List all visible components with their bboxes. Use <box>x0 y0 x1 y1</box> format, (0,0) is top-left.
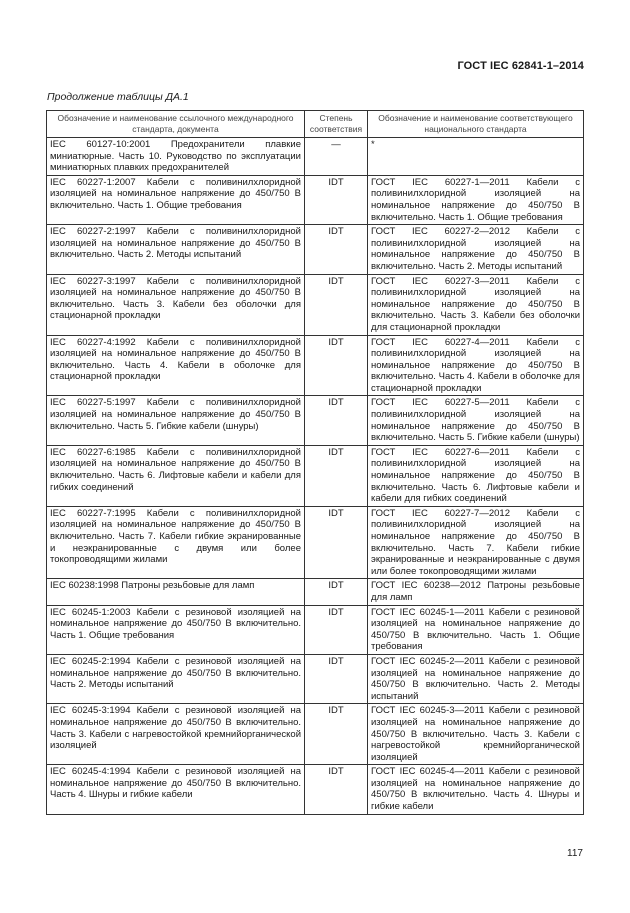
national-standard-cell: ГОСТ IEC 60227-1—2011 Кабели с поливинилхлоридной изоляцией на номинальное напряжение до 450/750 В включительно. Часть 1. Общие требования <box>368 175 584 224</box>
table-row <box>47 765 584 814</box>
national-standard-cell: ГОСТ IEC 60245-4—2011 Кабели с резиновой изоляцией на номинальное напряжение до 450/750 В включительно. Часть 4. Шнуры и гибкие кабели <box>368 765 584 814</box>
national-standard-cell: ГОСТ IEC 60227-2—2012 Кабели с поливинилхлоридной изоляцией на номинальное напряжение до 450/750 В включительно. Часть 2. Методы испытаний <box>368 225 584 274</box>
national-standard-cell: * <box>368 138 584 176</box>
degree-cell: IDT <box>305 506 368 579</box>
table-row <box>47 654 584 703</box>
international-standard-cell: IEC 60227-6:1985 Кабели с поливинилхлоридной изоляцией на номинальное напряжение до 450/750 В включительно. Часть 6. Лифтовые кабели и кабели для гибких соединений <box>47 445 305 506</box>
national-standard-cell: ГОСТ IEC 60227-6—2011 Кабели с поливинилхлоридной изоляцией на номинальное напряжение до 450/750 В включительно. Часть 6. Лифтовые кабели и кабели для гибких соединений <box>368 445 584 506</box>
international-standard-cell: IEC 60227-3:1997 Кабели с поливинилхлоридной изоляцией на номинальное напряжение до 450/750 В включительно. Часть 3. Кабели без оболочки для стационарной прокладки <box>47 274 305 335</box>
degree-cell: IDT <box>305 605 368 654</box>
national-standard-cell: ГОСТ IEC 60238—2012 Патроны резьбовые для ламп <box>368 579 584 605</box>
international-standard-cell: IEC 60227-4:1992 Кабели с поливинилхлоридной изоляцией на номинальное напряжение до 450/750 В включительно. Часть 4. Кабели в оболочке для стационарной прокладки <box>47 335 305 396</box>
table-row <box>47 704 584 765</box>
table-row <box>47 335 584 396</box>
table-row <box>47 605 584 654</box>
table-row <box>47 225 584 274</box>
national-standard-cell: ГОСТ IEC 60245-1—2011 Кабели с резиновой изоляцией на номинальное напряжение до 450/750 В включительно. Часть 1. Общие требования <box>368 605 584 654</box>
table-row <box>47 138 584 176</box>
table-row <box>47 396 584 445</box>
international-standard-cell: IEC 60245-2:1994 Кабели с резиновой изоляцией на номинальное напряжение до 450/750 В включительно. Часть 2. Методы испытаний <box>47 654 305 703</box>
degree-cell: IDT <box>305 396 368 445</box>
degree-cell: IDT <box>305 765 368 814</box>
degree-cell: IDT <box>305 175 368 224</box>
international-standard-cell: IEC 60227-7:1995 Кабели с поливинилхлоридной изоляцией на номинальное напряжение до 450/750 В включительно. Часть 7. Кабели гибкие экранированные и неэкранированные с двумя или более токопроводящими жилами <box>47 506 305 579</box>
national-standard-cell: ГОСТ IEC 60245-3—2011 Кабели с резиновой изоляцией на номинальное напряжение до 450/750 В включительно. Часть 3. Кабели с нагревостойкой кремнийорганической изоляцией <box>368 704 584 765</box>
degree-cell: IDT <box>305 704 368 765</box>
international-standard-cell: IEC 60245-1:2003 Кабели с резиновой изоляцией на номинальное напряжение до 450/750 В включительно. Часть 1. Общие требования <box>47 605 305 654</box>
international-standard-cell: IEC 60127-10:2001 Предохранители плавкие миниатюрные. Часть 10. Руководство по эксплуатации миниатюрных плавких предохранителей <box>47 138 305 176</box>
international-standard-cell: IEC 60227-2:1997 Кабели с поливинилхлоридной изоляцией на номинальное напряжение до 450/750 В включительно. Часть 2. Методы испытаний <box>47 225 305 274</box>
degree-cell: — <box>305 138 368 176</box>
table-row <box>47 579 584 605</box>
table-row <box>47 175 584 224</box>
document-code: ГОСТ IEC 62841-1–2014 <box>457 60 584 72</box>
national-standard-cell: ГОСТ IEC 60227-3—2011 Кабели с поливинилхлоридной изоляцией на номинальное напряжение до 450/750 В включительно. Часть 3. Кабели без оболочки для стационарной прокладки <box>368 274 584 335</box>
international-standard-cell: IEC 60245-3:1994 Кабели с резиновой изоляцией на номинальное напряжение до 450/750 В включительно. Часть 3. Кабели с нагревостойкой кремнийорганической изоляцией <box>47 704 305 765</box>
national-standard-cell: ГОСТ IEC 60245-2—2011 Кабели с резиновой изоляцией на номинальное напряжение до 450/750 В включительно. Часть 2. Методы испытаний <box>368 654 584 703</box>
reference-standards-table <box>46 110 584 815</box>
degree-cell: IDT <box>305 335 368 396</box>
table-header-row <box>47 111 584 138</box>
national-standard-cell: ГОСТ IEC 60227-4—2011 Кабели с поливинилхлоридной изоляцией на номинальное напряжение до 450/750 В включительно. Часть 4. Кабели в оболочке для стационарной прокладки <box>368 335 584 396</box>
international-standard-cell: IEC 60238:1998 Патроны резьбовые для ламп <box>47 579 305 605</box>
degree-cell: IDT <box>305 225 368 274</box>
degree-cell: IDT <box>305 274 368 335</box>
column-header-national-standard: Обозначение и наименование соответствующего национального стандарта <box>368 111 584 138</box>
degree-cell: IDT <box>305 654 368 703</box>
column-header-degree: Степень соответствия <box>305 111 368 138</box>
table-row <box>47 506 584 579</box>
table-row <box>47 445 584 506</box>
table-row <box>47 274 584 335</box>
international-standard-cell: IEC 60245-4:1994 Кабели с резиновой изоляцией на номинальное напряжение до 450/750 В включительно. Часть 4. Шнуры и гибкие кабели <box>47 765 305 814</box>
degree-cell: IDT <box>305 579 368 605</box>
degree-cell: IDT <box>305 445 368 506</box>
national-standard-cell: ГОСТ IEC 60227-7—2012 Кабели с поливинилхлоридной изоляцией на номинальное напряжение до 450/750 В включительно. Часть 7. Кабели гибкие экранированные и неэкранированные с двумя или более токопроводящими жилами <box>368 506 584 579</box>
column-header-international-standard: Обозначение и наименование ссылочного международного стандарта, документа <box>47 111 305 138</box>
international-standard-cell: IEC 60227-5:1997 Кабели с поливинилхлоридной изоляцией на номинальное напряжение до 450/750 В включительно. Часть 5. Гибкие кабели (шнуры) <box>47 396 305 445</box>
national-standard-cell: ГОСТ IEC 60227-5—2011 Кабели с поливинилхлоридной изоляцией на номинальное напряжение до 450/750 В включительно. Часть 5. Гибкие кабели (шнуры) <box>368 396 584 445</box>
page-number: 117 <box>567 848 583 859</box>
international-standard-cell: IEC 60227-1:2007 Кабели с поливинилхлоридной изоляцией на номинальное напряжение до 450/750 В включительно. Часть 1. Общие требования <box>47 175 305 224</box>
table-caption: Продолжение таблицы ДА.1 <box>47 91 189 103</box>
